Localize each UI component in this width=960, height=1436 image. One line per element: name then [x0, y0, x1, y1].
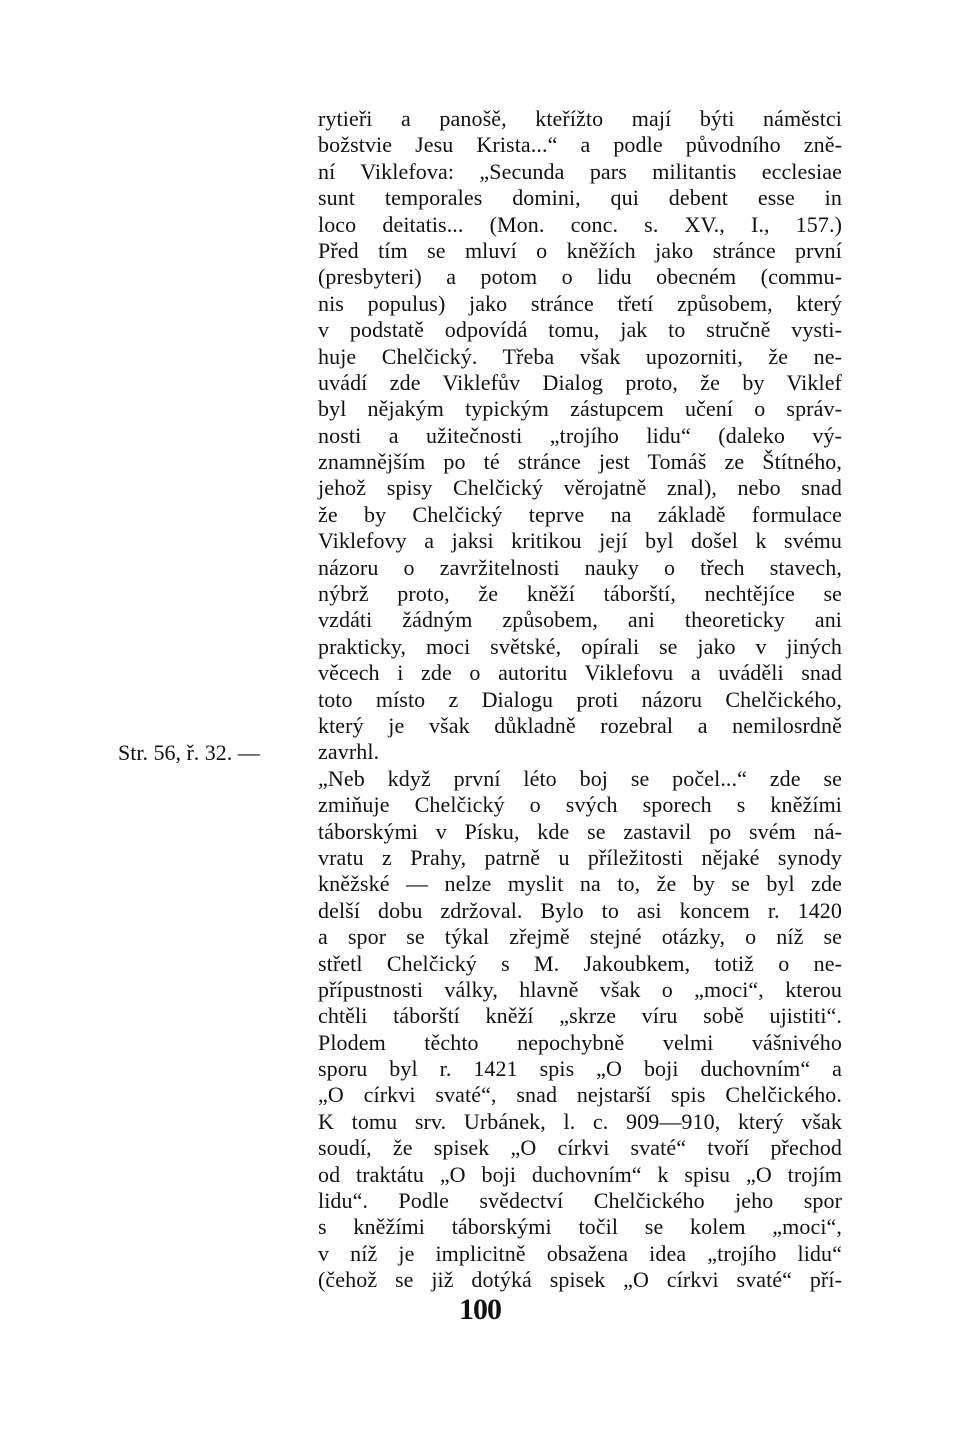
text-line: sunt temporales domini, qui debent esse in — [318, 185, 842, 211]
text-line: táborskými v Písku, kde se zastavil po svém ná- — [318, 818, 842, 844]
text-line: znamnějším po té stránce jest Tomáš ze Štítného, — [318, 449, 842, 475]
body-text — [318, 106, 842, 1294]
text-line: ní Viklefova: „Secunda pars militantis ecclesiae — [318, 158, 842, 184]
text-line: byl nějakým typickým zástupcem učení o správ- — [318, 396, 842, 422]
margin-reference: Str. 56, ř. 32. — — [118, 740, 260, 765]
text-line: chtěli táborští kněží „skrze víru sobě ujistiti“. — [318, 1003, 842, 1029]
text-line: zavrhl. — [318, 739, 380, 765]
text-line: s kněžími táborskými točil se kolem „moci“, — [318, 1214, 842, 1240]
text-line: nýbrž proto, že kněží táborští, nechtějíce se — [318, 581, 842, 607]
text-line: „Neb když první léto boj se počel...“ zde se — [318, 765, 842, 791]
text-line: prakticky, moci světské, opírali se jako v jiných — [318, 633, 842, 659]
text-line: sporu byl r. 1421 spis „O boji duchovním“ a — [318, 1056, 842, 1082]
text-line: toto místo z Dialogu proti názoru Chelčického, — [318, 686, 842, 712]
text-line: delší dobu zdržoval. Bylo to asi koncem r. 1420 — [318, 897, 842, 923]
text-line: od traktátu „O boji duchovním“ k spisu „O trojím — [318, 1161, 842, 1187]
text-line: soudí, že spisek „O církvi svaté“ tvoří přechod — [318, 1135, 842, 1161]
text-line: loco deitatis... (Mon. conc. s. XV., I., 157.) — [318, 211, 842, 237]
text-line: božstvie Jesu Krista...“ a podle původního zně- — [318, 132, 842, 158]
text-line: huje Chelčický. Třeba však upozorniti, že ne- — [318, 343, 842, 369]
text-line: že by Chelčický teprve na základě formulace — [318, 501, 842, 527]
text-line: Plodem těchto nepochybně velmi vášnivého — [318, 1029, 842, 1055]
text-line: lidu“. Podle svědectví Chelčického jeho spor — [318, 1188, 842, 1214]
text-line: „O církvi svaté“, snad nejstarší spis Chelčického. — [318, 1082, 842, 1108]
text-line: kněžské — nelze myslit na to, že by se byl zde — [318, 871, 842, 897]
text-line: přípustnosti války, hlavně však o „moci“, kterou — [318, 976, 842, 1002]
text-line: v podstatě odpovídá tomu, jak to stručně vysti- — [318, 317, 842, 343]
text-line: střetl Chelčický s M. Jakoubkem, totiž o ne- — [318, 950, 842, 976]
text-line: (presbyteri) a potom o lidu obecném (commu- — [318, 264, 842, 290]
text-line: (čehož se již dotýká spisek „O církvi svaté“ pří- — [318, 1267, 842, 1293]
text-line: K tomu srv. Urbánek, l. c. 909—910, který však — [318, 1108, 842, 1134]
text-line: Před tím se mluví o kněžích jako stránce první — [318, 237, 842, 263]
text-line: a spor se týkal zřejmě stejné otázky, o níž se — [318, 924, 842, 950]
text-line: zmiňuje Chelčický o svých sporech s kněžími — [318, 792, 842, 818]
text-line: věcech i zde o autoritu Viklefovu a uváděli snad — [318, 660, 842, 686]
text-line: názoru o zavržitelnosti nauky o třech stavech, — [318, 554, 842, 580]
page-number: 100 — [459, 1293, 501, 1326]
text-line: nosti a užitečnosti „trojího lidu“ (daleko vý- — [318, 422, 842, 448]
text-line: vratu z Prahy, patrně u příležitosti nějaké synody — [318, 844, 842, 870]
text-line: Viklefovy a jaksi kritikou její byl došel k svému — [318, 528, 842, 554]
text-line: jehož spisy Chelčický věrojatně znal), nebo snad — [318, 475, 842, 501]
text-line: rytieři a panošě, kteřížto mají býti náměstci — [318, 106, 842, 131]
text-line: vzdáti žádným způsobem, ani theoreticky ani — [318, 607, 842, 633]
text-line: v níž je implicitně obsažena idea „trojího lidu“ — [318, 1240, 842, 1266]
text-line: uvádí zde Viklefův Dialog proto, že by Viklef — [318, 369, 842, 395]
text-line: nis populus) jako stránce třetí způsobem, který — [318, 290, 842, 316]
text-line: který je však důkladně rozebral a nemilosrdně — [318, 712, 842, 738]
